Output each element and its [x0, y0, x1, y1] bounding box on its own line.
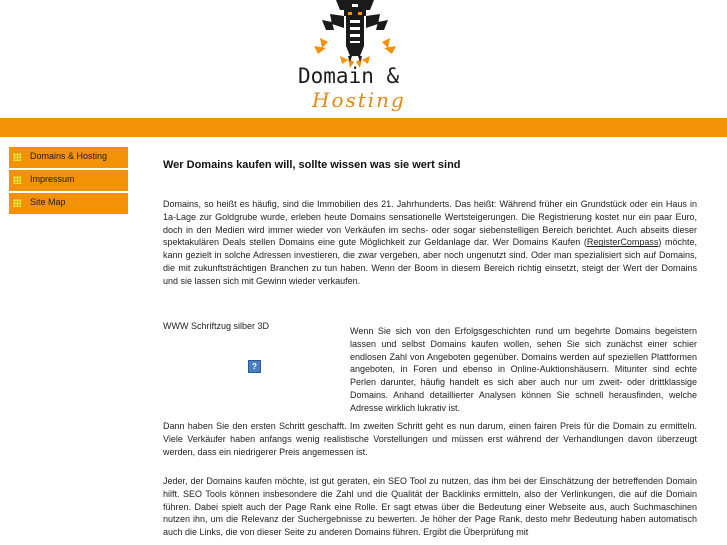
intro-text-start: Domains, so heißt es häufig, sind die Immobilien des 21. Jahrhunderts. Das heißt: Während früher ein Grundstück oder ein Haus in 1a-Lage zur Goldgrube wurde, erleben heute Domains sensationelle Wertsteigerungen. Die Registrierung kostet nur ein paar Euro, doch in den Medien wird immer wieder von Verkäufen im sechs- oder sogar siebenstelligen Bereich berichtet. Auch abseits dieser spektakulären Deals stellen Domains eine gute Möglichkeit zur Geldanlage dar. Wer Domains Kaufen ( — [163, 199, 697, 248]
header-accent-bar — [0, 118, 727, 137]
header — [0, 0, 727, 118]
sidebar-nav — [9, 147, 128, 216]
nav-item-site-map[interactable] — [9, 193, 128, 214]
site-logo[interactable] — [292, 0, 417, 118]
nav-item-label: Domains & Hosting — [30, 151, 108, 161]
dotted-square-icon — [13, 153, 21, 161]
dotted-square-icon — [13, 176, 21, 184]
image-alt-caption: WWW Schriftzug silber 3D — [163, 321, 270, 331]
logo-text-hosting: Hosting — [312, 88, 406, 112]
logo-text-domain: Domain & — [298, 64, 400, 88]
floated-paragraph: Wenn Sie sich von den Erfolgsgeschichten rund um begehrte Domains begeistern lassen und selbst Domains kaufen wollen, sehen Sie sich zunächst einer schier endlosen Zahl von Angeboten gegenüber. Domains werden auf speziellen Plattformen angeboten, in Foren und ebenso in Online-Auktionshäusern. Mitunter sind echte Perlen darunter, häufig handelt es sich aber auch nur um zweit- oder drittklassige Domains. Anhand detaillierter Analysen können Sie schnell herausfinden, welche Adresse wirklich lukrativ ist. — [350, 326, 697, 413]
main-content — [163, 158, 697, 538]
nav-item-label: Impressum — [30, 174, 75, 184]
broken-image-icon: ? — [248, 360, 261, 373]
nav-item-label: Site Map — [30, 197, 66, 207]
page-title: Wer Domains kaufen will, sollte wissen was sie wert sind — [163, 159, 461, 171]
intro-text-end: ) möchte, kann gezielt in solche Adressen investieren, die zwar vergeben, aber noch ungenutzt sind. Oder man spezialisiert sich auf Domains, die mit zukunftsträchtigen Branchen zu tun haben. Wenn der Boom in diesem Bereich richtig einsetzt, steigt der Wert der Domains und sie lassen sich mit Gewinn wieder verkaufen. — [163, 237, 697, 286]
seo-paragraph: Jeder, der Domains kaufen möchte, ist gut geraten, ein SEO Tool zu nutzen, das ihm bei der Einschätzung der betreffenden Domain hilft. SEO Tools können insbesondere die Zahl und die Qualität der Backlinks ermitteln, also der Verlinkungen, die auf die Domain führen. Dabei spielt auch der Page Rank eine Rolle. Er sagt etwas über die Bedeutung einer Webseite aus, auch Suchmaschinen nutzen ihn, um die Relevanz der Suchergebnisse zu bewerten. Je höher der Page Rank, desto mehr Bedeutung haben automatisch auch die Links, die von dieser Seite zu anderen Domains führen. Ergibt die Überprüfung mit — [163, 476, 697, 538]
registercompass-link[interactable]: RegisterCompass — [586, 237, 659, 248]
thunderbird-emblem-icon — [292, 0, 417, 70]
paragraph-continued: Dann haben Sie den ersten Schritt geschafft. Im zweiten Schritt geht es nun darum, einen fairen Preis für die Domain zu ermitteln. Viele Verkäufer haben anfangs wenig realistische Vorstellungen und müssen erst während der Verhandlungen davon überzeugt werden, dass ein niedrigerer Preis angemessen ist. — [163, 421, 697, 457]
nav-item-impressum[interactable] — [9, 170, 128, 191]
intro-paragraph — [163, 198, 697, 288]
nav-item-domains-hosting[interactable] — [9, 147, 128, 168]
dotted-square-icon — [13, 199, 21, 207]
